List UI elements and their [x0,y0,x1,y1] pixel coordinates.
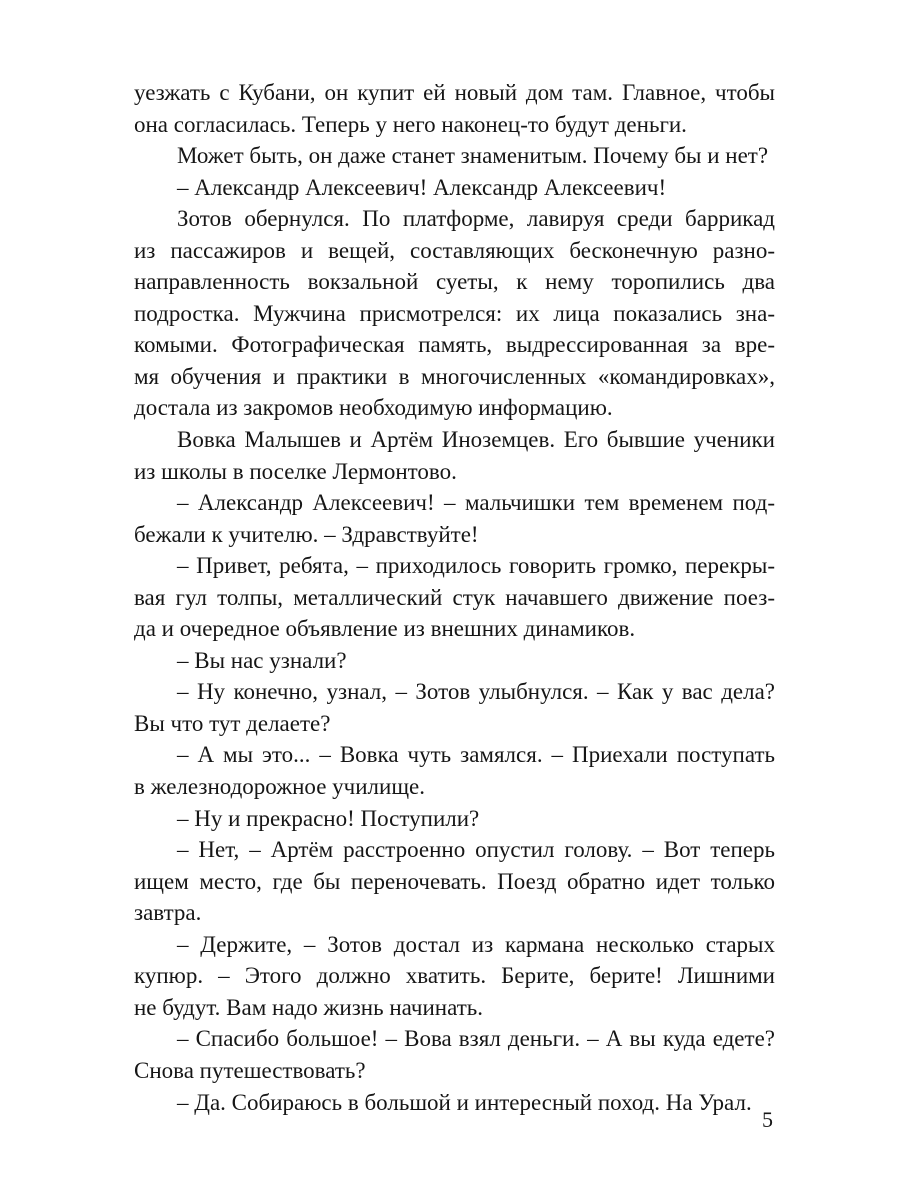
text-line: из пассажиров и вещей, составляющих бесконечную разно- [134,237,775,263]
text-line: вая гул толпы, металлический стук начавшего движение поез- [134,584,775,610]
text-line: – Ну и прекрасно! Поступили? [177,805,480,831]
text-line: Зотов обернулся. По платформе, лавируя среди баррикад [177,206,775,232]
text-line: Вы что тут делаете? [134,710,331,736]
text-line: бежали к учителю. – Здравствуйте! [134,521,479,547]
text-line: – Нет, – Артём расстроенно опустил голову. – Вот теперь [177,837,775,863]
text-line: ищем место, где бы переночевать. Поезд обратно идет только [134,868,775,894]
text-line: завтра. [134,900,202,926]
page-text [134,77,775,1118]
text-line: – Привет, ребята, – приходилось говорить громко, перекры- [177,553,775,579]
text-line: Может быть, он даже станет знаменитым. Почему бы и нет? [177,143,769,169]
text-line: купюр. – Этого должно хватить. Берите, берите! Лишними [134,963,775,989]
text-line: – Да. Собираюсь в большой и интересный поход. На Урал. [177,1089,752,1115]
text-line: – Александр Алексеевич! Александр Алексеевич! [177,174,667,200]
text-line: – Спасибо большое! – Вова взял деньги. – А вы куда едете? [177,1026,775,1052]
text-line: да и очередное объявление из внешних динамиков. [134,616,636,642]
text-line: мя обучения и практики в многочисленных «командировках», [134,363,775,389]
text-line: Снова путешествовать? [134,1057,366,1083]
text-line: в железнодорожное училище. [134,774,426,800]
text-line: – А мы это... – Вовка чуть замялся. – Приехали поступать [177,742,775,768]
text-line: – Ну конечно, узнал, – Зотов улыбнулся. – Как у вас дела? [177,679,775,705]
text-line: подростка. Мужчина присмотрелся: их лица показались зна- [134,300,775,326]
text-line: достала из закромов необходимую информацию. [134,395,613,421]
text-line: не будут. Вам надо жизнь начинать. [134,994,484,1020]
text-line: уезжать с Кубани, он купит ей новый дом там. Главное, чтобы [134,80,775,105]
text-line: комыми. Фотографическая память, выдрессированная за вре- [134,332,775,358]
text-line: Вовка Малышев и Артём Иноземцев. Его бывшие ученики [177,427,775,453]
text-line: – Вы нас узнали? [177,647,347,673]
text-line: – Держите, – Зотов достал из кармана несколько старых [177,931,775,957]
text-line: – Александр Алексеевич! – мальчишки тем временем под- [177,490,775,516]
text-line: она согласилась. Теперь у него наконец-то будут деньги. [134,111,687,137]
page-number: 5 [762,1107,773,1132]
text-line: из школы в поселке Лермонтово. [134,458,457,484]
text-line: направленность вокзальной суеты, к нему торопились два [134,269,775,295]
